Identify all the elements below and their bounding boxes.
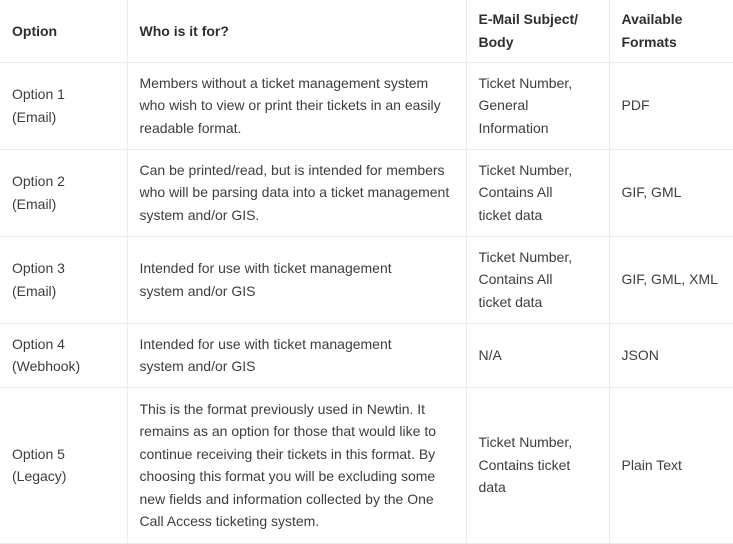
header-email-subject-body: E-Mail Subject/ Body	[466, 0, 609, 62]
cell-formats: PDF	[609, 62, 733, 149]
cell-option: Option 4 (Webhook)	[0, 323, 127, 387]
header-who-is-it-for: Who is it for?	[127, 0, 466, 62]
header-available-formats: Available Formats	[609, 0, 733, 62]
cell-who: Intended for use with ticket management system and/or GIS	[127, 236, 466, 323]
cell-formats: GIF, GML	[609, 149, 733, 236]
cell-subject: Ticket Number, Contains ticket data	[466, 387, 609, 543]
cell-who: This is the format previously used in Newtin. It remains as an option for those that would like to continue receiving their tickets in this format. By choosing this format you will be excluding some new fields and information collected by the One Call Access ticketing system.	[127, 387, 466, 543]
table-row	[0, 323, 733, 387]
cell-who: Intended for use with ticket management system and/or GIS	[127, 323, 466, 387]
cell-formats: Plain Text	[609, 387, 733, 543]
cell-subject: Ticket Number, Contains All ticket data	[466, 236, 609, 323]
cell-formats: JSON	[609, 323, 733, 387]
table-header-row	[0, 0, 733, 62]
table-row	[0, 387, 733, 543]
cell-option: Option 1 (Email)	[0, 62, 127, 149]
table-row	[0, 236, 733, 323]
table-row	[0, 149, 733, 236]
cell-option: Option 2 (Email)	[0, 149, 127, 236]
cell-formats: GIF, GML, XML	[609, 236, 733, 323]
table-row	[0, 62, 733, 149]
cell-who: Can be printed/read, but is intended for members who will be parsing data into a ticket management system and/or GIS.	[127, 149, 466, 236]
cell-who: Members without a ticket management system who wish to view or print their tickets in an easily readable format.	[127, 62, 466, 149]
cell-option: Option 3 (Email)	[0, 236, 127, 323]
header-option: Option	[0, 0, 127, 62]
cell-subject: Ticket Number, General Information	[466, 62, 609, 149]
cell-option: Option 5 (Legacy)	[0, 387, 127, 543]
cell-subject: Ticket Number, Contains All ticket data	[466, 149, 609, 236]
cell-subject: N/A	[466, 323, 609, 387]
